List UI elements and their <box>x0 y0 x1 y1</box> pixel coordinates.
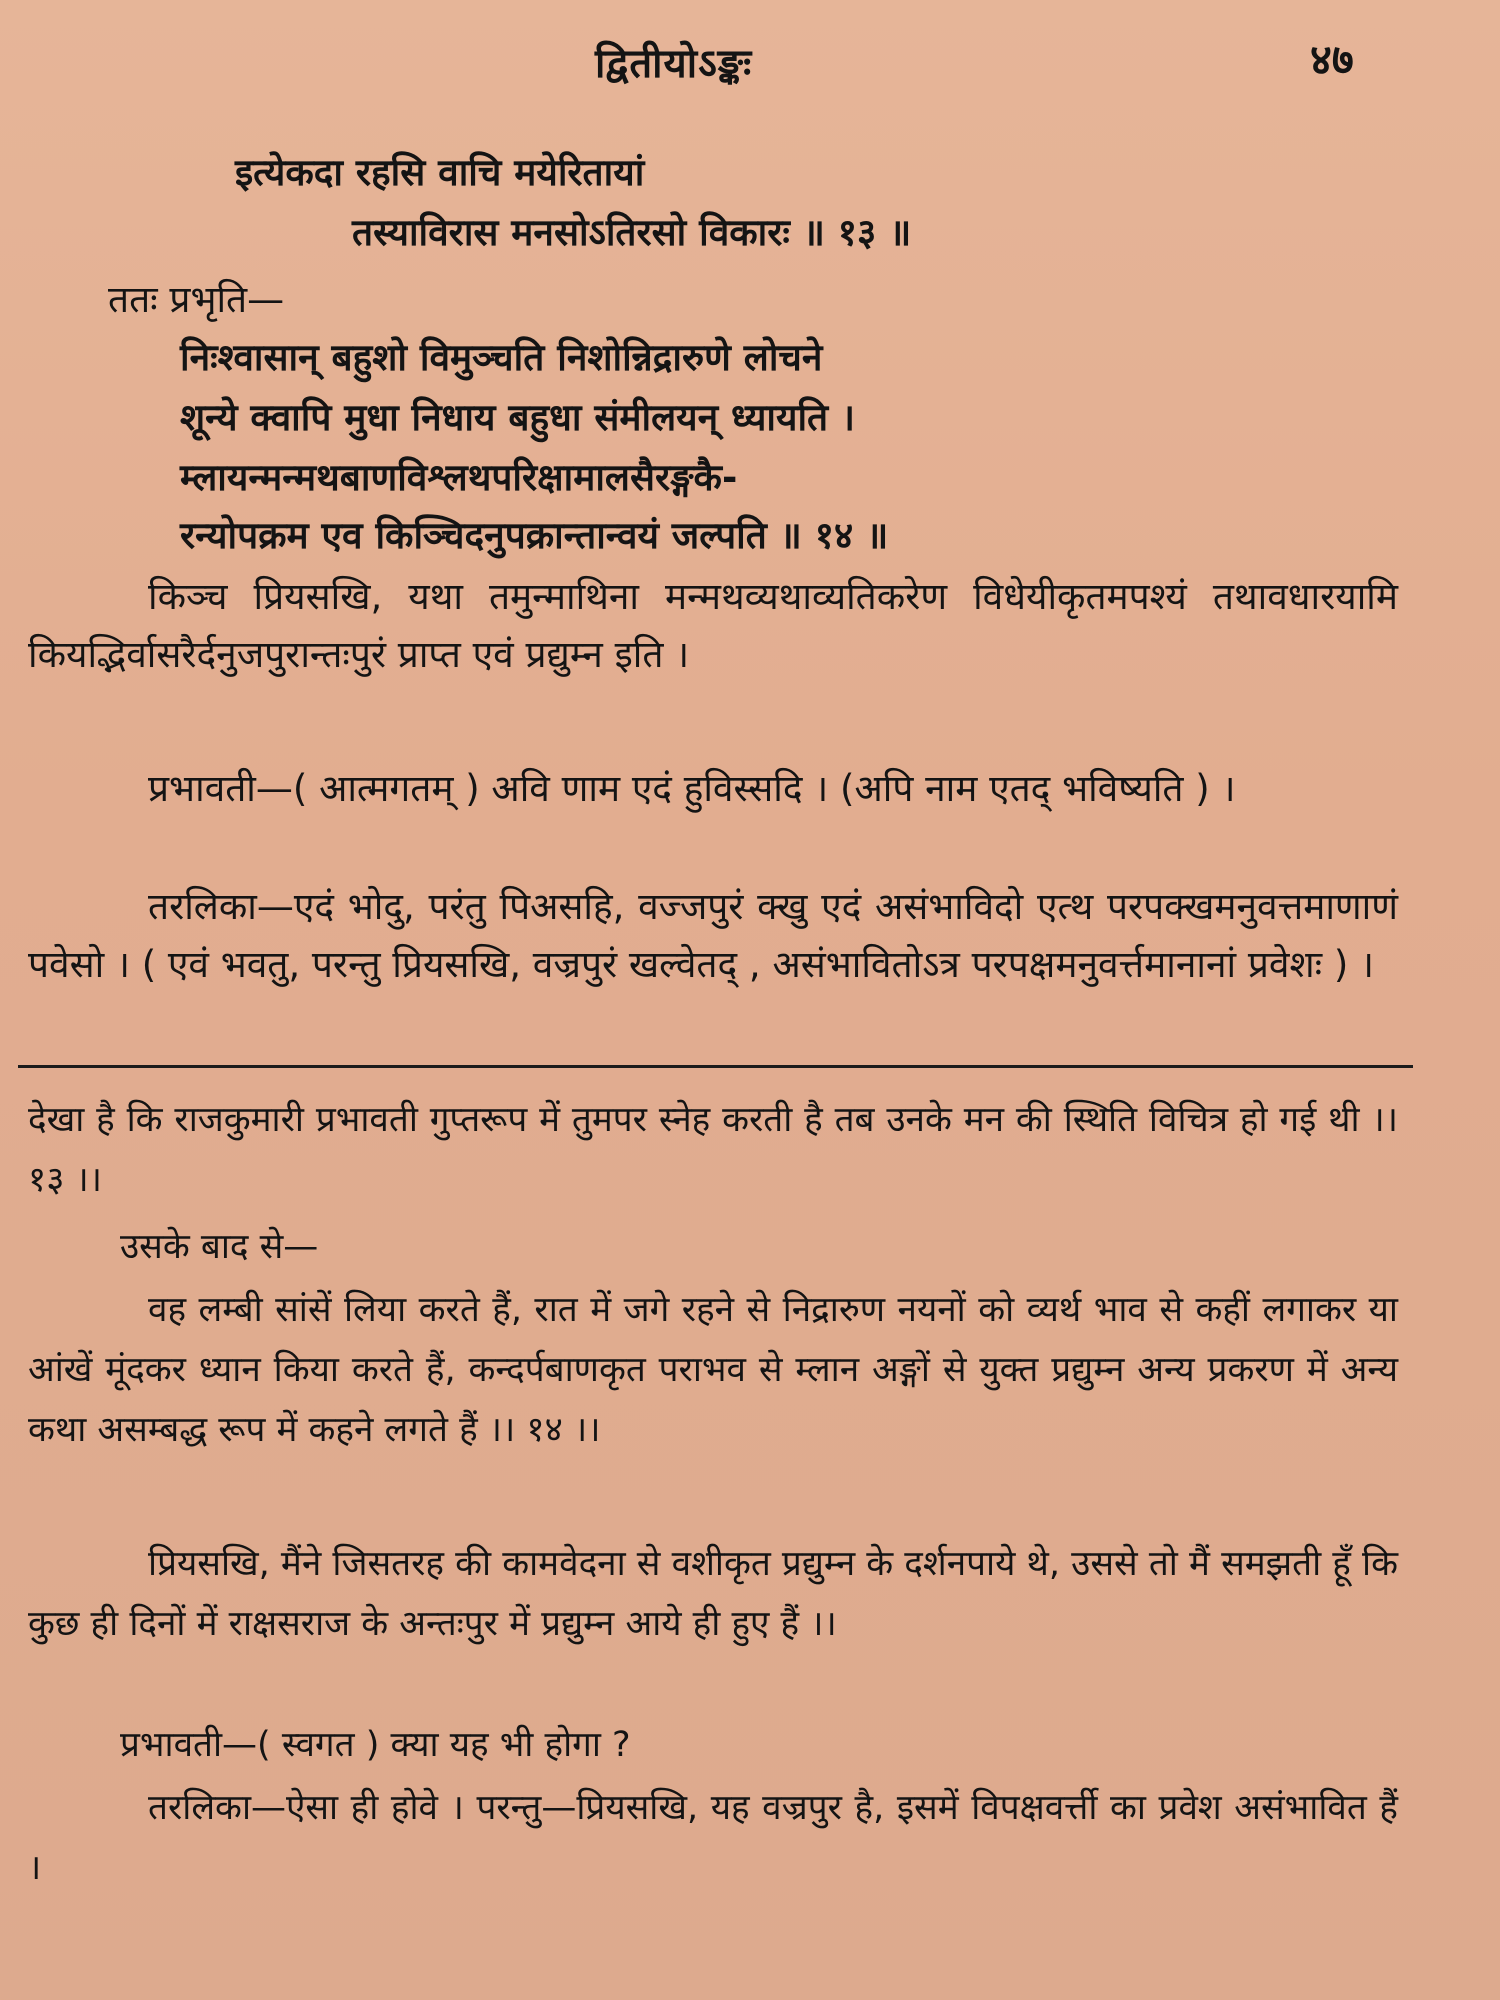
verse-14-line-1: निःश्वासान् बहुशो विमुञ्चति निशोन्निद्रारुणे लोचने <box>180 336 823 379</box>
verse-13-line-2: तस्याविरास मनसोऽतिरसो विकारः ॥ १३ ॥ <box>352 211 912 254</box>
translation-divider <box>18 1065 1413 1068</box>
sanskrit-prose-1 <box>28 568 1398 684</box>
verse-13-line-1: इत्येकदा रहसि वाचि मयेरितायां <box>235 151 645 194</box>
taralika-speech-text: तरलिका—एदं भोदु, परंतु पिअसहि, वज्जपुरं क्खु एदं असंभाविदो एत्थ परपक्खमनुवत्तमाणाणं पवेसो । ( एवं भवतु, परन्तु प्रियसखि, वज्रपुरं खल्वेतद् , असंभावितोऽत्र परपक्षमनुवर्त्तमानानां प्रवेशः ) । <box>28 885 1398 986</box>
hindi-para-4-text: प्रियसखि, मैंने जिसतरह की कामवेदना से वशीकृत प्रद्युम्न के दर्शनपाये थे, उससे तो मैं समझती हूँ कि कुछ ही दिनों में राक्षसराज के अन्तःपुर में प्रद्युम्न आये ही हुए हैं ।। <box>28 1544 1398 1644</box>
verse-14-line-4: रन्योपक्रम एव किञ्चिदनुपक्रान्तान्वयं जल्पति ॥ १४ ॥ <box>180 514 889 557</box>
hindi-para-6-text: तरलिका—ऐसा ही होवे । परन्तु—प्रियसखि, यह वज्रपुर है, इसमें विपक्षवर्त्ती का प्रवेश असंभावित हैं । <box>28 1788 1398 1888</box>
sanskrit-prose-1-text: किञ्च प्रियसखि, यथा तमुन्माथिना मन्मथव्यथाव्यतिकरेण विधेयीकृतमपश्यं तथावधारयामि कियद्भिर्वासरैर्दनुजपुरान्तःपुरं प्राप्त एवं प्रद्युम्न इति । <box>28 575 1398 676</box>
hindi-para-2: उसके बाद से— <box>120 1227 319 1267</box>
hindi-para-4 <box>28 1534 1398 1654</box>
tatah-prabhriti: ततः प्रभृति— <box>108 278 285 321</box>
prabhavati-speech-text: प्रभावती—( आत्मगतम् ) अवि णाम एदं हुविस्सदि । (अपि नाम एतद् भविष्यति ) । <box>148 767 1236 810</box>
running-header: द्वितीयोऽङ्कः <box>595 41 753 87</box>
taralika-speech <box>28 878 1398 994</box>
verse-14-line-3: म्लायन्मन्मथबाणविश्लथपरिक्षामालसैरङ्गकै- <box>180 456 738 499</box>
hindi-para-1: देखा है कि राजकुमारी प्रभावती गुप्तरूप में तुमपर स्नेह करती है तब उनके मन की स्थिति विचित्र हो गई थी ।। १३ ।। <box>28 1100 1398 1200</box>
verse-14-line-2: शून्ये क्वापि मुधा निधाय बहुधा संमीलयन् ध्यायति । <box>180 396 856 439</box>
prabhavati-speech <box>28 760 1398 818</box>
page-number: ४७ <box>1310 35 1354 84</box>
hindi-para-3-text: वह लम्बी सांसें लिया करते हैं, रात में जगे रहने से निद्रारुण नयनों को व्यर्थ भाव से कहीं लगाकर या आंखें मूंदकर ध्यान किया करते हैं, कन्दर्पबाणकृत पराभव से म्लान अङ्गों से युक्त प्रद्युम्न अन्य प्रकरण में अन्य कथा असम्बद्ध रूप में कहने लगते हैं ।। १४ ।। <box>28 1290 1398 1450</box>
hindi-para-5: प्रभावती—( स्वगत ) क्या यह भी होगा ? <box>120 1725 631 1765</box>
hindi-para-3 <box>28 1280 1398 1460</box>
hindi-para-6 <box>28 1778 1398 1898</box>
